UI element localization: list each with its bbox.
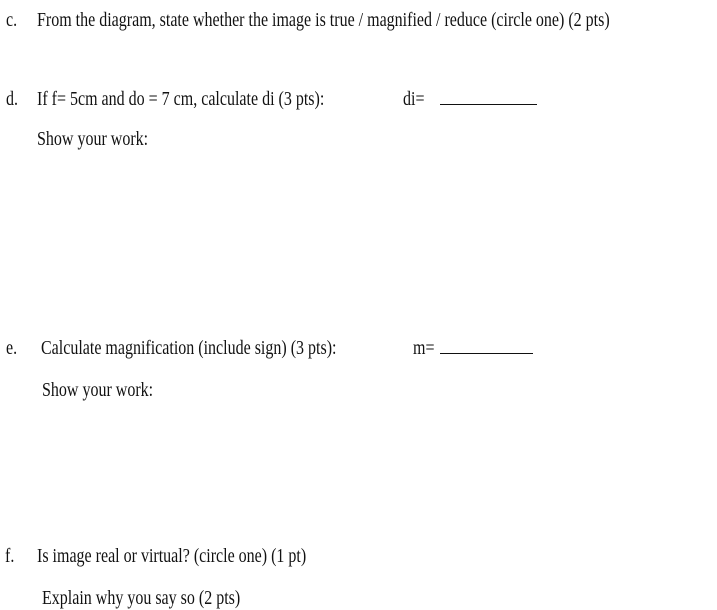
question-letter: f. [5, 545, 15, 567]
work-label: Show your work: [37, 128, 149, 150]
question-letter: c. [6, 9, 18, 31]
answer-blank[interactable] [440, 104, 537, 105]
question-letter: e. [6, 337, 18, 359]
answer-blank[interactable] [440, 353, 533, 354]
explain-label: Explain why you say so (2 pts) [42, 587, 241, 609]
question-text: If f= 5cm and do = 7 cm, calculate di (3 pts): [37, 88, 325, 110]
question-text: From the diagram, state whether the image is true / magnified / reduce (circle one) (2 pts) [37, 9, 610, 31]
answer-label: di= [403, 88, 425, 110]
question-text: Calculate magnification (include sign) (3 pts): [41, 337, 337, 359]
question-letter: d. [6, 88, 18, 110]
answer-label: m= [413, 337, 435, 359]
work-label: Show your work: [42, 379, 154, 401]
question-text: Is image real or virtual? (circle one) (1 pt) [37, 545, 307, 567]
